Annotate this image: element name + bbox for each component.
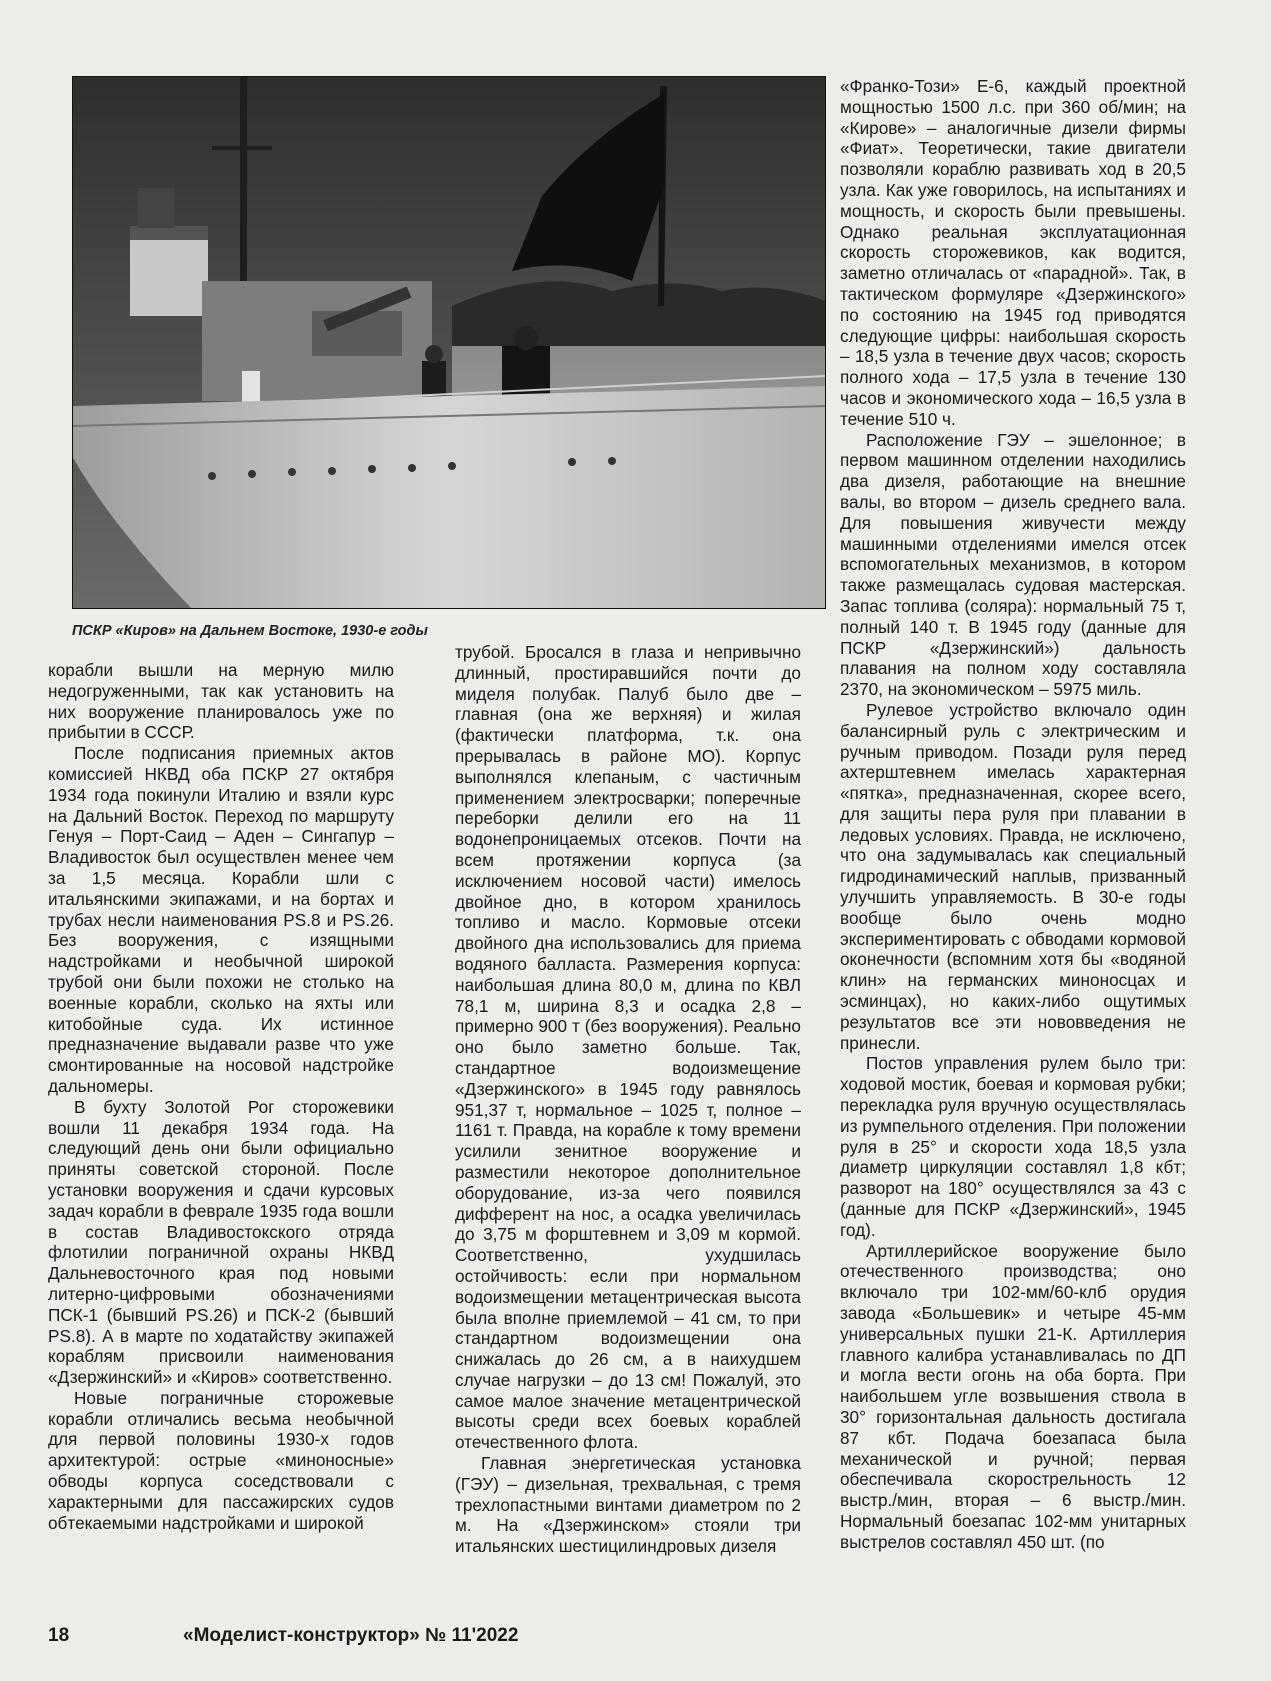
photo-caption: ПСКР «Киров» на Дальнем Востоке, 1930-е годы <box>72 623 428 639</box>
page-number: 18 <box>48 1625 70 1646</box>
paragraph: Постов управления рулем было три: ходовой мостик, боевая и кормовая рубки; перекладка руля вручную осуществлялась из румпельного отделения. При положении руля в 25° и скорости хода 18,5 узла диаметр циркуляции составлял 1,8 кбт; разворот на 180° осуществлялся за 43 с (данные для ПСКР «Дзержинский», 1945 год). <box>840 1053 1186 1240</box>
paragraph: Главная энергетическая установка (ГЭУ) – дизельная, трехвальная, с тремя трехлопастными винтами диаметром по 2 м. На «Дзержинском» стояли три итальянских шестицилиндровых дизеля <box>455 1453 801 1557</box>
text-column-1 <box>48 660 394 1533</box>
paragraph: Рулевое устройство включало один балансирный руль с электрическим и ручным приводом. Позади руля перед ахтерштевнем имелась характерная «пятка», предназначенная, скорее всего, для защиты пера руля при плавании в ледовых условиях. Правда, не исключено, что она задумывалась как специальный гидродинамический наплыв, призванный улучшить управляемость. В 30-е годы вообще было очень модно экспериментировать с обводами кормовой оконечности (вспомним хотя бы «водяной клин» на германских миноносцах и эсминцах), но каких-либо ощутимых результатов все эти нововведения не принесли. <box>840 699 1186 1053</box>
paragraph: Артиллерийское вооружение было отечественного производства; оно включало три 102-мм/60-клб орудия завода «Большевик» и четыре 45-мм универсальных пушки 21-К. Артиллерия главного калибра устанавливалась по ДП и могла вести огонь на оба борта. При наибольшем угле возвышения ствола в 30° горизонтальная дальность достигала 87 кбт. Подача боезапаса была механической и ручной; первая обеспечивала скорострельность 12 выстр./мин, вторая – 6 выстр./мин. Нормальный боезапас 102-мм унитарных выстрелов составлял 450 шт. (по <box>840 1240 1186 1552</box>
ship-photo <box>72 76 826 609</box>
journal-title: «Моделист-конструктор» № 11'2022 <box>183 1625 519 1646</box>
paragraph: После подписания приемных актов комиссией НКВД оба ПСКР 27 октября 1934 года покинули Италию и взяли курс на Дальний Восток. Переход по маршруту Генуя – Порт-Саид – Аден – Сингапур – Владивосток был осуществлен менее чем за 1,5 месяца. Корабли шли с итальянскими экипажами, и на бортах и трубах несли наименования PS.8 и PS.26. Без вооружения, с изящными надстройками и необычной широкой трубой они были похожи не столько на военные корабли, сколько на яхты или китобойные суда. Их истинное предназначение выдавали разве что уже смонтированные на носовой надстройке дальномеры. <box>48 743 394 1096</box>
paragraph: «Франко-Този» Е-6, каждый проектной мощностью 1500 л.с. при 360 об/мин; на «Кирове» – аналогичные дизели фирмы «Фиат». Теоретически, такие двигатели позволяли кораблю развивать ход в 20,5 узла. Как уже говорилось, на испытаниях и мощность, и скорость были превышены. Однако реальная эксплуатационная скорость сторожевиков, как водится, заметно отличалась от «парадной». Так, в тактическом формуляре «Дзержинского» по состоянию на 1945 год приводятся следующие цифры: наибольшая скорость – 18,5 узла в течение двух часов; скорость полного хода – 17,5 узла в течение 130 часов и экономического хода – 16,5 узла в течение 510 ч. <box>840 76 1186 429</box>
ship-photo-illustration <box>72 76 826 609</box>
text-column-3 <box>840 76 1186 1553</box>
paragraph: корабли вышли на мерную милю недогруженными, так как установить на них вооружение планировалось уже по прибытии в СССР. <box>48 660 394 743</box>
paragraph: трубой. Бросался в глаза и непривычно длинный, простиравшийся почти до миделя полубак. Палуб было две – главная (она же верхняя) и жилая (фактически платформа, т.к. она прерывалась в районе МО). Корпус выполнялся клепаным, с частичным применением электросварки; поперечные переборки делили его на 11 водонепроницаемых отсеков. Почти на всем протяжении корпуса (за исключением носовой части) имелось двойное дно, в котором хранилось топливо и масло. Кормовые отсеки двойного дна использовались для приема водяного балласта. Размерения корпуса: наибольшая длина 80,0 м, длина по КВЛ 78,1 м, ширина 8,3 и осадка 2,8 – примерно 900 т (без вооружения). Реально оно было заметно больше. Так, стандартное водоизмещение «Дзержинского» в 1945 году равнялось 951,37 т, нормальное – 1025 т, полное – 1161 т. Правда, на корабле к тому времени усилили зенитное вооружение и разместили некоторое дополнительное оборудование, из-за чего появился дифферент на нос, а осадка увеличилась до 3,75 м форштевнем и 3,09 м кормой. Соответственно, ухудшилась остойчивость: если при нормальном водоизмещении метацентрическая высота была вполне приемлемой – 41 см, то при стандартном водоизмещении она снижалась до 26 см, а в наихудшем случае нагрузки – до 13 см! Пожалуй, это самое малое значение метацентрической высоты среди всех боевых кораблей отечественного флота. <box>455 642 801 1453</box>
paragraph: Расположение ГЭУ – эшелонное; в первом машинном отделении находились два дизеля, работающие на внешние валы, во втором – дизель среднего вала. Для повышения живучести между машинными отделениями имелся отсек вспомогательных механизмов, в котором также размещалась судовая мастерская. Запас топлива (соляра): нормальный 75 т, полный 140 т. В 1945 году (данные для ПСКР «Дзержинский») дальность плавания на полном ходу составляла 2370, на экономическом – 5975 миль. <box>840 429 1186 700</box>
text-column-2 <box>455 642 801 1557</box>
paragraph: В бухту Золотой Рог сторожевики вошли 11 декабря 1934 года. На следующий день они были официально приняты советской стороной. После установки вооружения и сдачи курсовых задач корабли в феврале 1935 года вошли в состав Владивостокского отряда флотилии пограничной охраны НКВД Дальневосточного края под новыми литерно-цифровыми обозначениями ПСК-1 (бывший PS.26) и ПСК-2 (бывший PS.8). А в марте по ходатайству экипажей кораблям присвоили наименования «Дзержинский» и «Киров» соответственно. <box>48 1096 394 1388</box>
paragraph: Новые пограничные сторожевые корабли отличались весьма необычной для первой половины 1930-х годов архитектурой: острые «миноносные» обводы корпуса соседствовали с характерными для пассажирских судов обтекаемыми надстройками и широкой <box>48 1387 394 1533</box>
